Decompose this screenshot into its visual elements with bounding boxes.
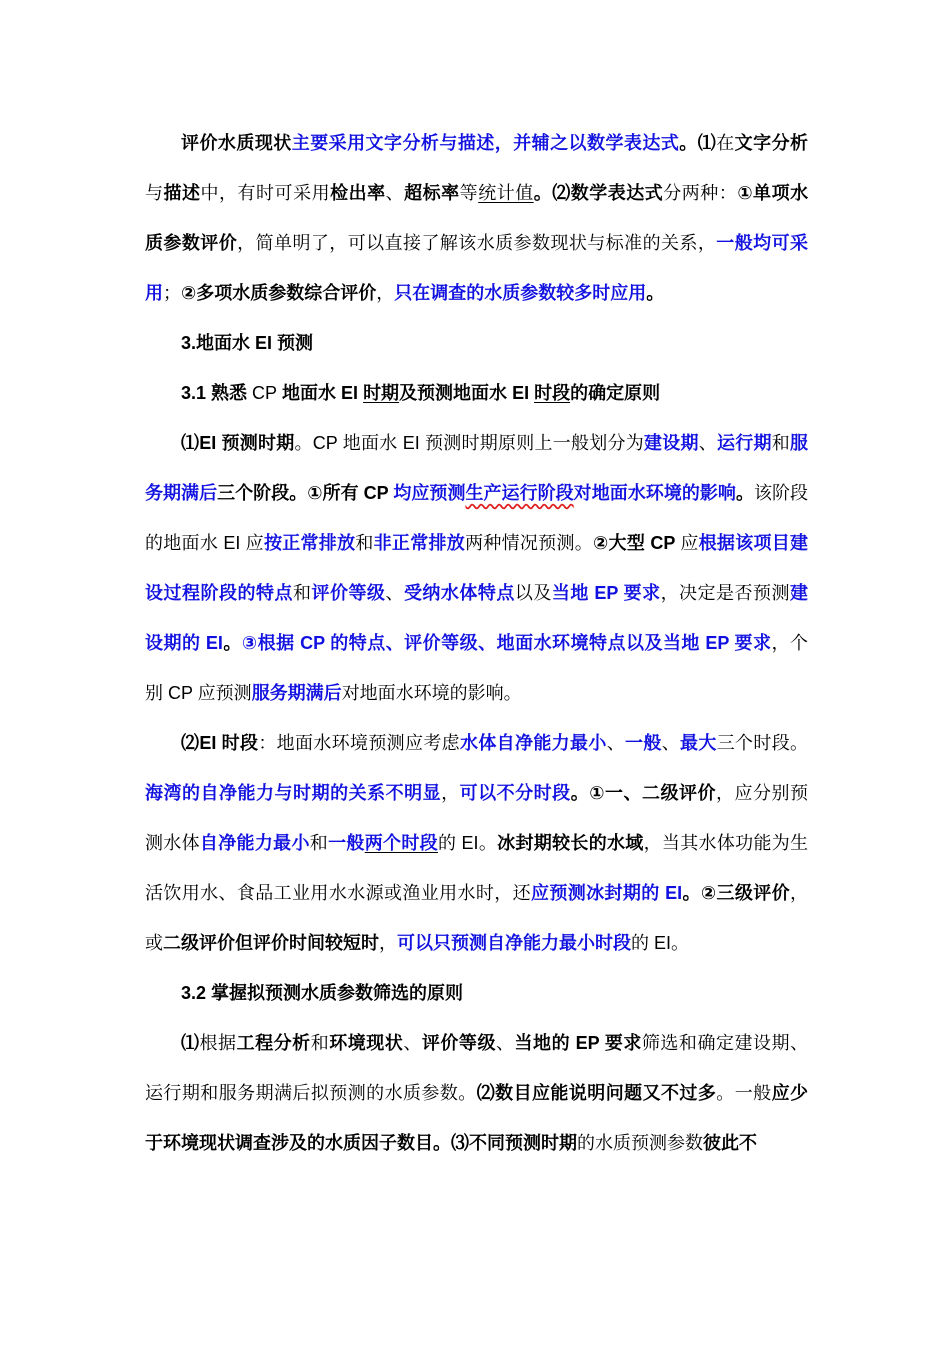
text-run: ， [379, 933, 397, 953]
paragraph [145, 718, 808, 968]
text-run: 可以不分时段 [459, 783, 571, 803]
text-run: 建设期的 EI [145, 583, 809, 653]
text-run: 的 EI。 [437, 833, 498, 853]
text-run: 评价水质现状 [181, 133, 292, 153]
text-run: 时期 [363, 383, 400, 403]
text-run: 。①一、二级评价 [570, 783, 716, 803]
text-run: 的 EI。 [631, 933, 690, 953]
text-run: 运行期 [717, 433, 772, 453]
text-run: 、 [698, 433, 718, 453]
text-run: 3.1 熟悉 [181, 383, 253, 403]
text-run: ，个别 CP 应预测 [145, 633, 809, 703]
text-run: ，或 [145, 883, 808, 953]
text-run: 水体自净能力最小 [460, 733, 607, 753]
text-run: 根据该项目建设过程阶段的特点 [145, 533, 809, 603]
text-run: 。⑵数学表达式 [533, 183, 664, 203]
text-run: 3.2 掌握拟预测水质参数筛选的原则 [181, 983, 464, 1003]
text-run: ，简单明了，可以直接了解该水质参数现状与标准的关系， [237, 233, 717, 253]
text-run: 检出率 [330, 183, 386, 203]
text-run: 地面水 EI [277, 383, 364, 403]
text-run: 和 [309, 833, 329, 853]
text-run: 。CP 地面水 EI 预测时期原则上一般划分为 [294, 433, 644, 453]
text-run: ①单项水质参数评价 [145, 183, 809, 253]
text-run: 的确定原则 [570, 383, 661, 403]
text-run: 二级评价但评价时间较短时 [163, 933, 379, 953]
text-run: 及预测地面水 EI [399, 383, 535, 403]
text-run: 应预测冰封期的 EI [531, 883, 683, 903]
text-run: 。 [735, 483, 754, 503]
text-run: 时段 [534, 383, 571, 403]
text-run: ：地面水环境预测应考虑 [258, 733, 461, 753]
text-run: 评价等级 [421, 1033, 496, 1053]
text-run: 和 [355, 533, 374, 553]
text-run: 该阶段的地面水 EI 应 [145, 483, 809, 553]
text-run: 的水质预测参数 [577, 1133, 703, 1153]
text-run: ，决定是否预测 [660, 583, 791, 603]
text-run: ⑵数目应能说明问题又不过多 [476, 1083, 717, 1103]
text-run: 、 [661, 733, 681, 753]
text-run: 对地面水环境的影响。 [341, 683, 522, 703]
text-run: ②多项水质参数综合评价 [181, 283, 377, 303]
text-run: 三个阶段。①所有 CP [217, 483, 394, 503]
text-run: 统计值 [478, 183, 534, 203]
text-run: 超标率 [404, 183, 460, 203]
text-run: 一般均可采用 [145, 233, 809, 303]
text-run: 。②三级评价 [682, 883, 790, 903]
document-body [145, 118, 808, 1168]
text-run: 、 [403, 1033, 422, 1053]
section-heading [145, 318, 808, 368]
text-run: 生产运行阶段 [465, 483, 574, 503]
text-run: 中，有时可采用 [200, 183, 331, 203]
text-run: 评价等级 [311, 583, 386, 603]
text-run: 和 [310, 1033, 330, 1053]
text-run: 对地面水环境的影响 [573, 483, 736, 503]
section-heading [145, 368, 808, 418]
text-run: 、 [606, 733, 626, 753]
text-run: 和 [292, 583, 312, 603]
text-run: 、 [495, 1033, 515, 1053]
text-run: ，应分别预测水体 [145, 783, 809, 853]
text-run: 彼此不 [703, 1133, 757, 1153]
text-run: 应少于环境现状调查涉及的水质因子数目。⑶不同预测时期 [145, 1083, 809, 1153]
text-run: 两种情况预测。 [465, 533, 594, 553]
text-run: ③根据 CP 的特点、评价等级、地面水环境特点以及当地 EP 要求 [241, 633, 772, 653]
text-run: 文字分析 [734, 133, 809, 153]
text-run: 当地的 EP 要求 [514, 1033, 642, 1053]
text-run: 按正常排放 [263, 533, 356, 553]
paragraph [145, 118, 808, 318]
text-run: 两个时段 [364, 833, 438, 853]
text-run: 。⑴ [679, 133, 717, 153]
text-run: 一般 [625, 733, 662, 753]
text-run: ； [163, 283, 181, 303]
text-run: 可以只预测自净能力最小时段 [397, 933, 631, 953]
text-run: 应 [680, 533, 699, 553]
text-run: 描述 [163, 183, 201, 203]
text-run: 当地 EP 要求 [551, 583, 661, 603]
text-run: ⑴ [181, 1033, 200, 1053]
text-run: ②大型 CP [593, 533, 681, 553]
text-run: 与 [145, 183, 164, 203]
section-heading [145, 968, 808, 1018]
text-run: 非正常排放 [373, 533, 466, 553]
text-run: ，当其水体功能为生活饮用水、食品工业用水水源或渔业用水时，还 [145, 833, 809, 903]
text-run: 环境现状 [329, 1033, 404, 1053]
text-run: 三个时段。 [716, 733, 809, 753]
text-run: 冰封期较长的水域 [497, 833, 644, 853]
text-run: 主要采用文字分析与描述，并辅之以数学表达式 [291, 133, 680, 153]
text-run: ， [441, 783, 460, 803]
text-run: 分两种： [663, 183, 738, 203]
text-run: 。 [646, 283, 665, 303]
text-run: 3.地面水 EI 预测 [181, 333, 314, 353]
text-run: CP [252, 383, 278, 403]
text-run: 。 [222, 633, 242, 653]
text-run: 服务期满后 [145, 433, 809, 503]
text-run: 在 [716, 133, 735, 153]
text-run: 、 [385, 583, 404, 603]
paragraph [145, 418, 808, 718]
text-run: ， [376, 283, 395, 303]
text-run: 最大 [680, 733, 717, 753]
text-run: 一般 [328, 833, 365, 853]
text-run: 只在调查的水质参数较多时应用 [394, 283, 647, 303]
text-run: 等 [459, 183, 479, 203]
text-run: 建设期 [643, 433, 699, 453]
text-run: 均应预测 [393, 483, 466, 503]
text-run: 、 [385, 183, 405, 203]
text-run: 自净能力最小 [199, 833, 310, 853]
text-run: 工程分析 [236, 1033, 311, 1053]
text-run: 服务期满后 [251, 683, 342, 703]
text-run: 以及 [514, 583, 552, 603]
text-run: 根据 [199, 1033, 237, 1053]
text-run: 受纳水体特点 [403, 583, 515, 603]
text-run: 和 [771, 433, 791, 453]
text-run: 筛选和确定建设期、运行期和服务期满后拟预测的水质参数。 [145, 1033, 809, 1103]
text-run: ⑴EI 预测时期 [181, 433, 295, 453]
text-run: 。一般 [716, 1083, 772, 1103]
text-run: 海湾的自净能力与时期的关系不明显 [145, 783, 442, 803]
text-run: ⑵EI 时段 [181, 733, 259, 753]
paragraph [145, 1018, 808, 1168]
